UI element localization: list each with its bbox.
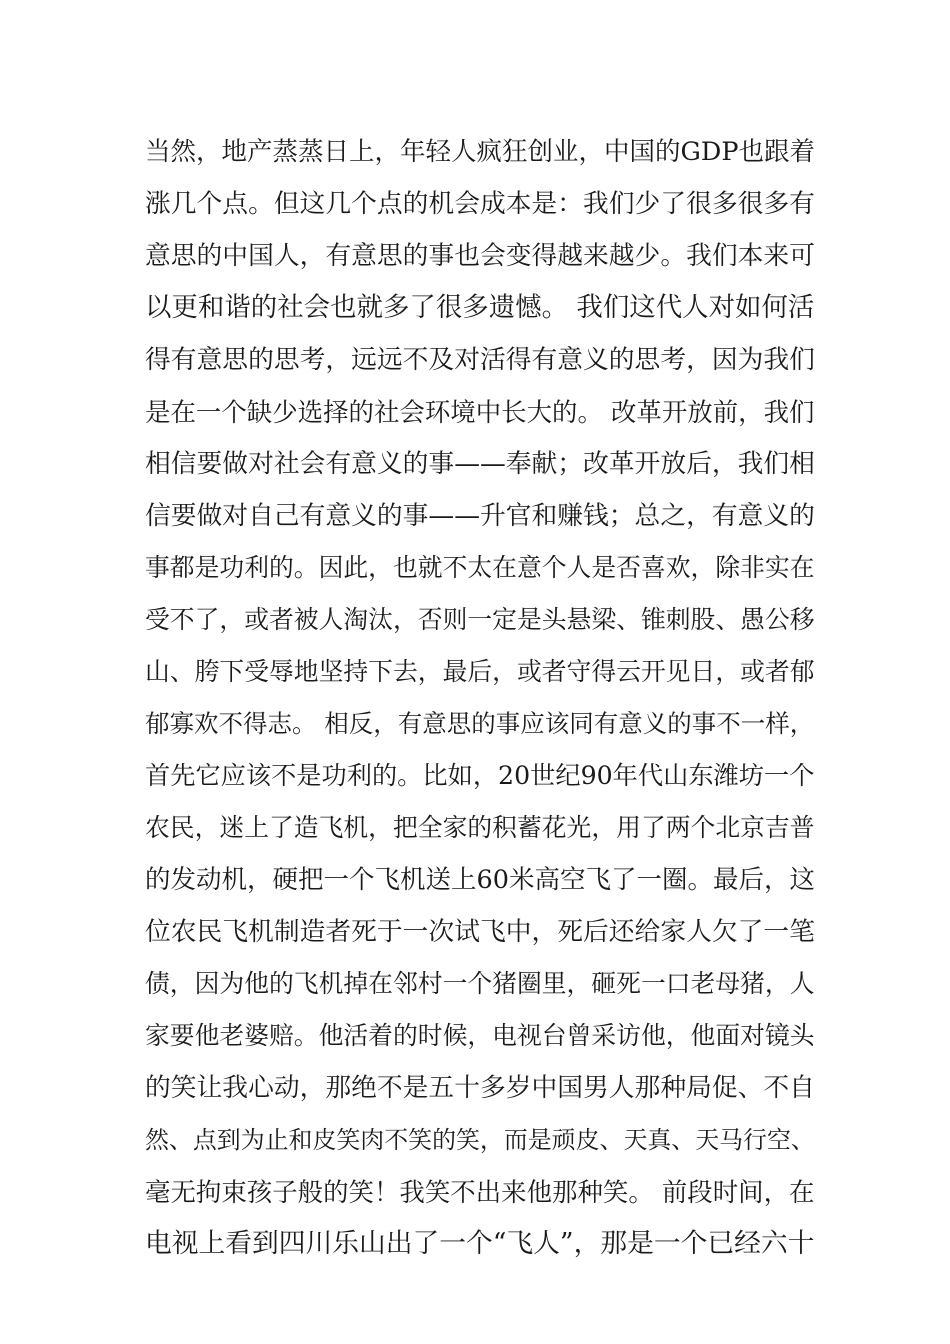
text-line-3: 意思的中国人，有意思的事也会变得越来越少。我们本来可 [145, 241, 815, 271]
text-line-17: 债，因为他的飞机掉在邻村一个猪圈里，砸死一口老母猪，人 [145, 969, 815, 998]
text-line-14: 农民，迷上了造飞机，把全家的积蓄花光，用了两个北京吉普 [145, 813, 815, 842]
text-line-12: 郁寡欢不得志。 相反，有意思的事应该同有意义的事不一样， [145, 709, 815, 738]
text-line-20: 然、点到为止和皮笑肉不笑的笑，而是顽皮、天真、天马行空、 [145, 1126, 815, 1154]
text-line-19: 的笑让我心动，那绝不是五十多岁中国男人那种局促、不自 [145, 1073, 815, 1103]
text-line-13: 首先它应该不是功利的。比如，20世纪90年代山东潍坊一个 [145, 761, 815, 790]
text-line-18: 家要他老婆赔。他活着的时候，电视台曾采访他，他面对镜头 [145, 1021, 815, 1050]
text-line-2: 涨几个点。但这几个点的机会成本是：我们少了很多很多有 [145, 189, 815, 219]
text-line-15: 的发动机，硬把一个飞机送上60米高空飞了一圈。最后，这 [145, 865, 815, 895]
text-line-10: 受不了，或者被人淘汰，否则一定是头悬梁、锥刺股、愚公移 [145, 605, 815, 634]
text-line-9: 事都是功利的。因此，也就不太在意个人是否喜欢，除非实在 [145, 553, 815, 582]
text-line-8: 信要做对自己有意义的事——升官和赚钱；总之，有意义的 [145, 501, 815, 531]
text-line-7: 相信要做对社会有意义的事——奉献；改革开放后，我们相 [145, 449, 815, 479]
text-line-11: 山、胯下受辱地坚持下去，最后，或者守得云开见日，或者郁 [145, 657, 815, 686]
text-line-22: 电视上看到四川乐山出了一个“飞人”，那是一个已经六十 [145, 1228, 815, 1259]
text-line-4: 以更和谐的社会也就多了很多遗憾。 我们这代人对如何活 [145, 292, 815, 323]
text-line-6: 是在一个缺少选择的社会环境中长大的。 改革开放前，我们 [145, 397, 815, 427]
text-line-21: 毫无拘束孩子般的笑！我笑不出来他那种笑。 前段时间，在 [145, 1177, 815, 1207]
text-line-1: 当然，地产蒸蒸日上，年轻人疯狂创业，中国的GDP也跟着 [145, 137, 815, 167]
text-line-16: 位农民飞机制造者死于一次试飞中，死后还给家人欠了一笔 [145, 917, 815, 947]
text-line-5: 得有意思的思考，远远不及对活得有意义的思考，因为我们 [145, 345, 815, 375]
body-text [145, 126, 815, 1270]
